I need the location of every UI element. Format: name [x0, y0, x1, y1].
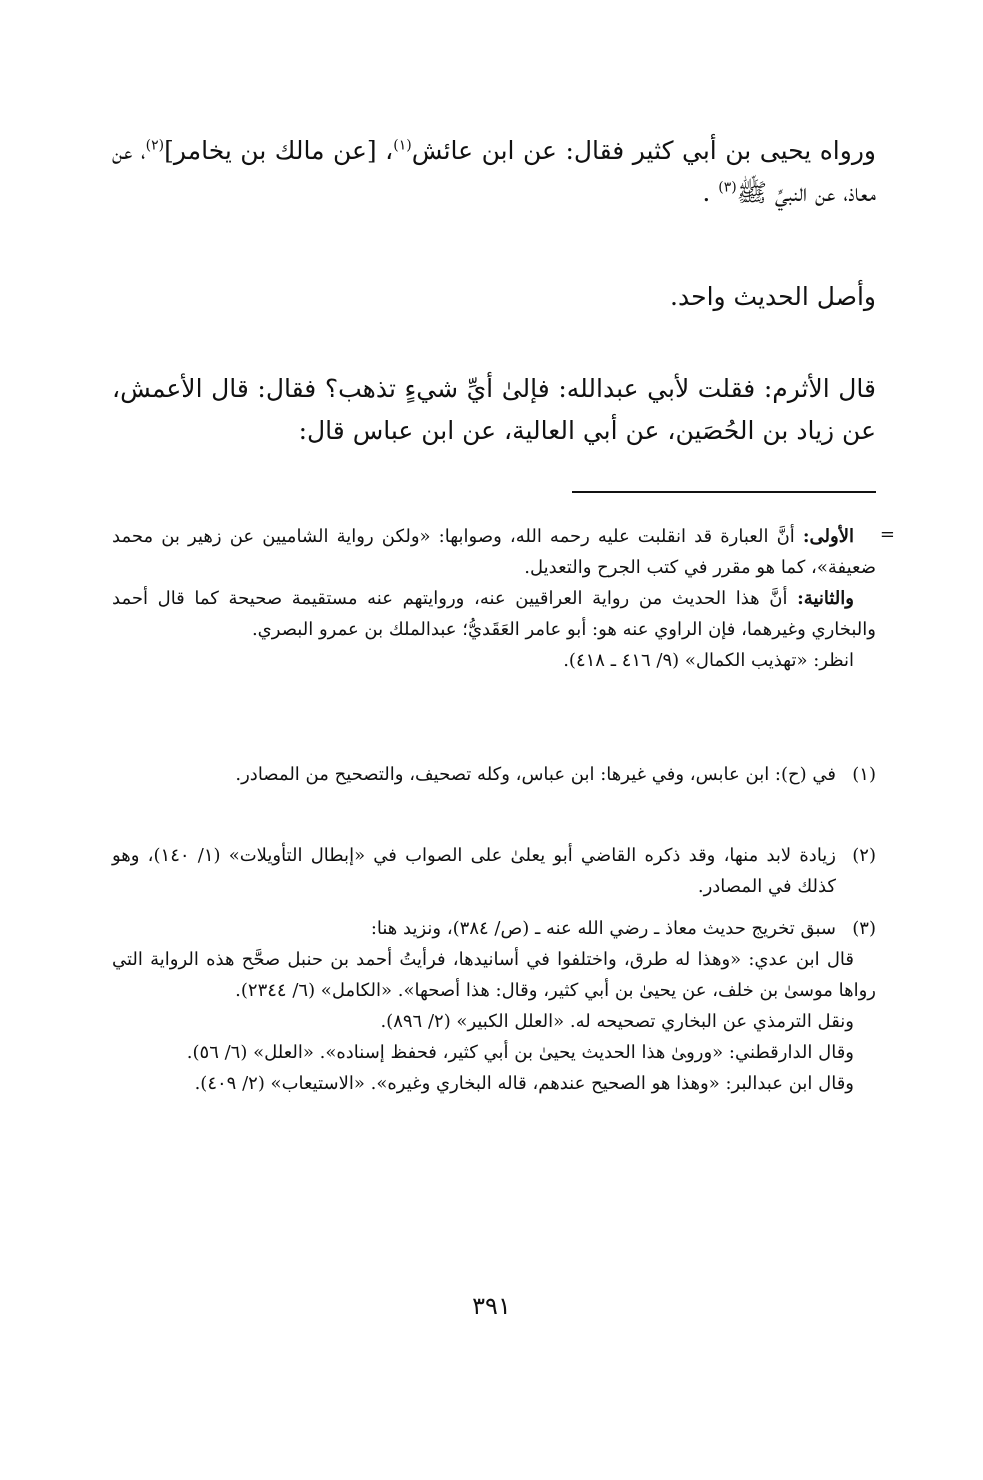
- footnote-number: (٢): [852, 845, 876, 866]
- footnote-separator: [572, 491, 876, 493]
- footnote-2: [112, 840, 876, 902]
- main-text: ورواه يحيى بن أبي كثير فقال: عن ابن عائش: [411, 136, 876, 165]
- main-paragraph-1: [112, 130, 876, 214]
- footnote-label: الأولى:: [802, 526, 854, 547]
- footnote-text: قال ابن عدي: «وهذا له طرق، واختلفوا في أسانيدها، فرأيتُ أحمد بن حنبل صحَّح هذه الرواية التي رواها موسىٰ بن خلف، عن يحيىٰ بن أبي كثير، وقال: هذا أصحها». «الكامل» (٦/ ٢٣٤٤).: [112, 949, 876, 1001]
- footnote-text: ونقل الترمذي عن البخاري تصحيحه له. «العلل الكبير» (٢/ ٨٩٦).: [380, 1011, 854, 1032]
- footnote-text: في (ح): ابن عابس، وفي غيرها: ابن عباس، وكله تصحيف، والتصحيح من المصادر.: [235, 764, 836, 785]
- footnote-text: انظر: «تهذيب الكمال» (٩/ ٤١٦ ـ ٤١٨).: [563, 650, 854, 671]
- footnote-text: أنَّ هذا الحديث من رواية العراقيين عنه، وروايتهم عنه مستقيمة صحيحة كما قال أحمد والبخاري وغيرهما، فإن الراوي عنه هو: أبو عامر العَقَديُّ؛ عبدالملك بن عمرو البصري.: [112, 588, 876, 640]
- footnote-text: وقال ابن عبدالبر: «وهذا هو الصحيح عندهم، قاله البخاري وغيره». «الاستيعاب» (٢/ ٤٠٩).: [194, 1073, 854, 1094]
- footnote-1: [112, 759, 876, 790]
- footnote-ref-1[interactable]: (١): [393, 137, 412, 154]
- footnote-number: (٣): [852, 918, 876, 939]
- footnote-3-body: [112, 944, 876, 1099]
- footnote-text: وقال الدارقطني: «ورو‍ىٰ هذا الحديث يحيىٰ بن أبي كثير، فحفظ إسناده». «العلل» (٦/ ٥٦).: [186, 1042, 854, 1063]
- continuation-mark: =: [879, 524, 895, 545]
- footnote-ref-2[interactable]: (٢): [145, 137, 165, 154]
- footnote-number: (١): [852, 764, 876, 785]
- footnote-text: سبق تخريج حديث معاذ ـ رضي الله عنه ـ (ص/ ٣٨٤)، ونزيد هنا:: [370, 918, 836, 939]
- main-text: .: [702, 178, 719, 207]
- main-text: قال الأثرم: فقلت لأبي عبدالله: فإلىٰ أيِّ شيءٍ تذهب؟ فقال: قال الأعمش، عن زياد بن الحُصَين، عن أبي العالية، عن ابن عباس قال:: [112, 374, 876, 445]
- main-paragraph-2: [112, 276, 876, 318]
- main-text: ، [عن مالك بن يخامر]: [164, 136, 394, 165]
- main-text: وأصل الحديث واحد.: [670, 282, 876, 311]
- footnote-3: [112, 913, 876, 944]
- footnote-text: زيادة لابد منها، وقد ذكره القاضي أبو يعلىٰ على الصواب في «إبطال التأويلات» (١/ ١٤٠)، وهو كذلك في المصادر.: [112, 845, 837, 897]
- footnote-continuation: [112, 521, 876, 676]
- main-paragraph-3: [112, 368, 876, 452]
- footnote-ref-3[interactable]: (٣): [718, 179, 737, 196]
- footnote-label: والثانية:: [797, 588, 854, 609]
- footnote-text: أنَّ العبارة قد انقلبت عليه رحمه الله، وصوابها: «ولكن رواية الشاميين عن زهير بن محمد ضعيفة»، كما هو مقرر في كتب الجرح والتعديل.: [112, 526, 876, 578]
- page-number: ٣٩١: [472, 1292, 511, 1320]
- main-text: ، عن معاذ، عن النبيِّ ﷺ: [112, 136, 876, 207]
